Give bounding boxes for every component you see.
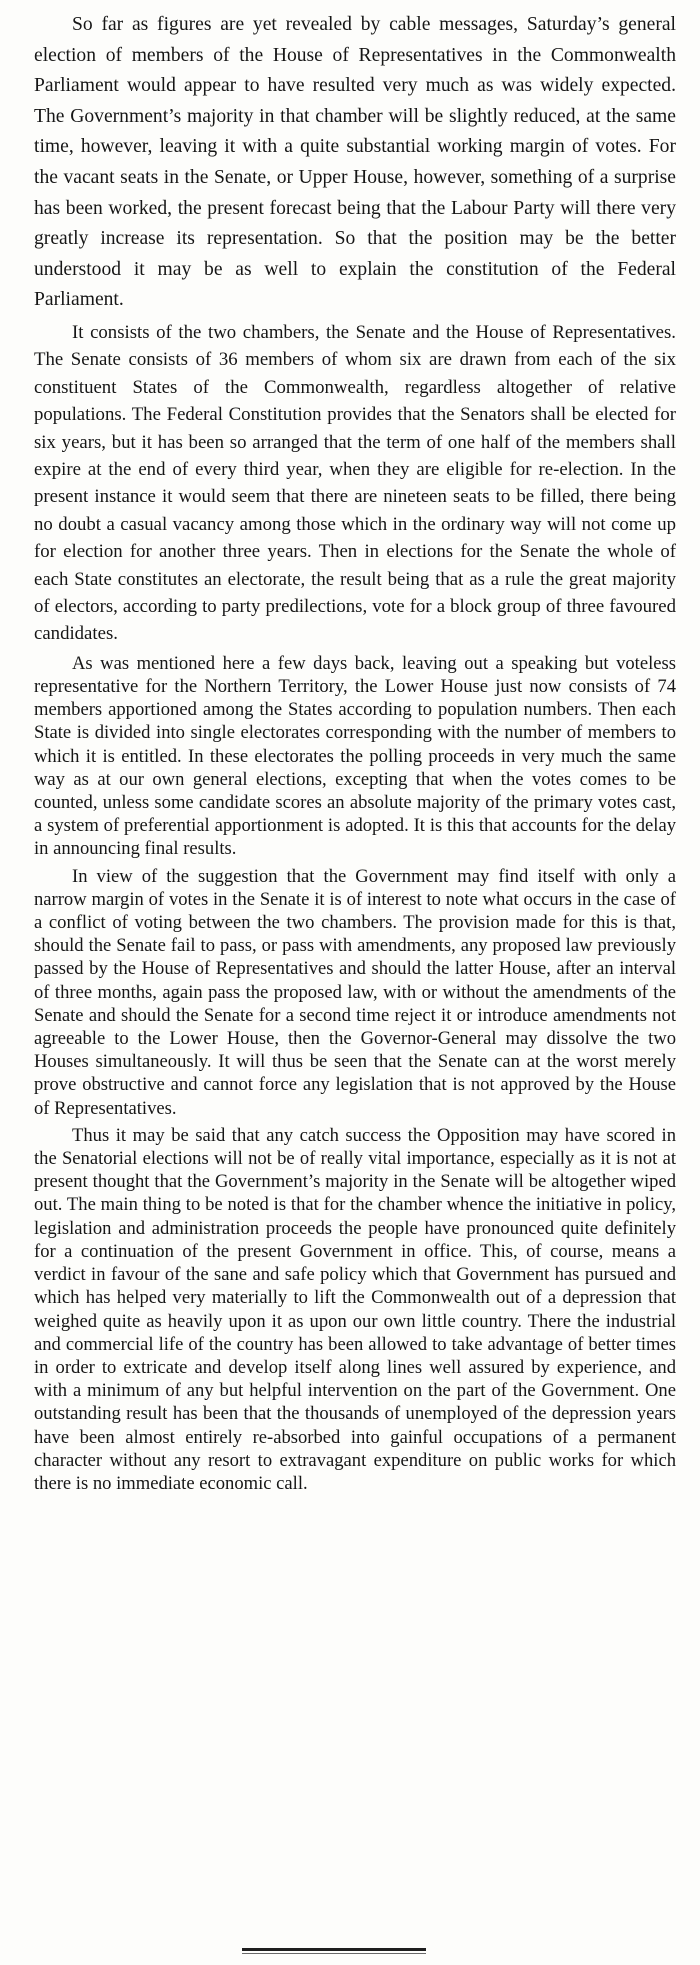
article-paragraph-4: In view of the suggestion that the Government may find itself with only a narrow margin of votes in the Senate it is of interest to note what occurs in the case of a conflict of voting between the two chambers. The provision made for this is that, should the Senate fail to pass, or pass with amendments, any proposed law previously passed by the House of Representatives and should the latter House, after an interval of three months, again pass the proposed law, with or without the amendments of the Senate and should the Senate for a second time reject it or introduce amendments not agreeable to the Lower House, then the Governor-General may dissolve the two Houses simultaneously. It will thus be seen that the Senate can at the worst merely prove obstructive and cannot force any legislation that is not approved by the House of Representatives. xyxy=(34,865,676,1119)
article-paragraph-1: So far as figures are yet revealed by cable messages, Saturday’s general election of members of the House of Representatives in the Commonwealth Parliament would appear to have resulted very much as was widely expected. The Government’s majority in that chamber will be slightly reduced, at the same time, however, leaving it with a quite substantial working margin of votes. For the vacant seats in the Senate, or Upper House, however, something of a surprise has been worked, the present forecast being that the Labour Party will there very greatly increase its representation. So that the position may be the better understood it may be as well to explain the constitution of the Federal Parliament. xyxy=(34,14,676,311)
article-paragraph-3: As was mentioned here a few days back, leaving out a speaking but voteless representative for the Northern Territory, the Lower House just now consists of 74 members apportioned among the States according to population numbers. Then each State is divided into single electorates corresponding with the number of members to which it is entitled. In these electorates the polling proceeds in very much the same way as at our own general elections, excepting that when the votes comes to be counted, unless some candidate scores an absolute majority of the primary votes cast, a system of preferential apportionment is adopted. It is this that accounts for the delay in announcing final results. xyxy=(34,652,676,860)
end-of-article-rule xyxy=(242,1948,426,1951)
article-column xyxy=(34,10,676,1495)
end-of-article-rule-underline xyxy=(242,1953,426,1954)
article-paragraph-5: Thus it may be said that any catch success the Opposition may have scored in the Senatorial elections will not be of really vital importance, especially as it is not at present thought that the Government’s majority in the Senate will be altogether wiped out. The main thing to be noted is that for the chamber whence the initiative in policy, legislation and administration proceeds the people have pronounced quite definitely for a continuation of the present Government in office. This, of course, means a verdict in favour of the sane and safe policy which that Government has pursued and which has helped very materially to lift the Commonwealth out of a depression that weighed quite as heavily upon it as upon our own little country. There the industrial and commercial life of the country has been allowed to take advantage of better times in order to extricate and develop itself along lines well assured by experience, and with a minimum of any but helpful intervention on the part of the Government. One outstanding result has been that the thousands of unemployed of the depression years have been almost entirely re-absorbed into gainful occupations of a permanent character without any resort to extravagant expenditure on public works for which there is no immediate economic call. xyxy=(34,1124,676,1494)
article-paragraph-2: It consists of the two chambers, the Senate and the House of Representatives. The Senate consists of 36 members of whom six are drawn from each of the six constituent States of the Commonwealth, regardless altogether of relative populations. The Federal Constitution provides that the Senators shall be elected for six years, but it has been so arranged that the term of one half of the members shall expire at the end of every third year, when they are eligible for re-election. In the present instance it would seem that there are nineteen seats to be filled, there being no doubt a casual vacancy among those which in the ordinary way will not come up for election for another three years. Then in elections for the Senate the whole of each State constitutes an electorate, the result being that as a rule the great majority of electors, according to party predilections, vote for a block group of three favoured candidates. xyxy=(34,321,676,645)
